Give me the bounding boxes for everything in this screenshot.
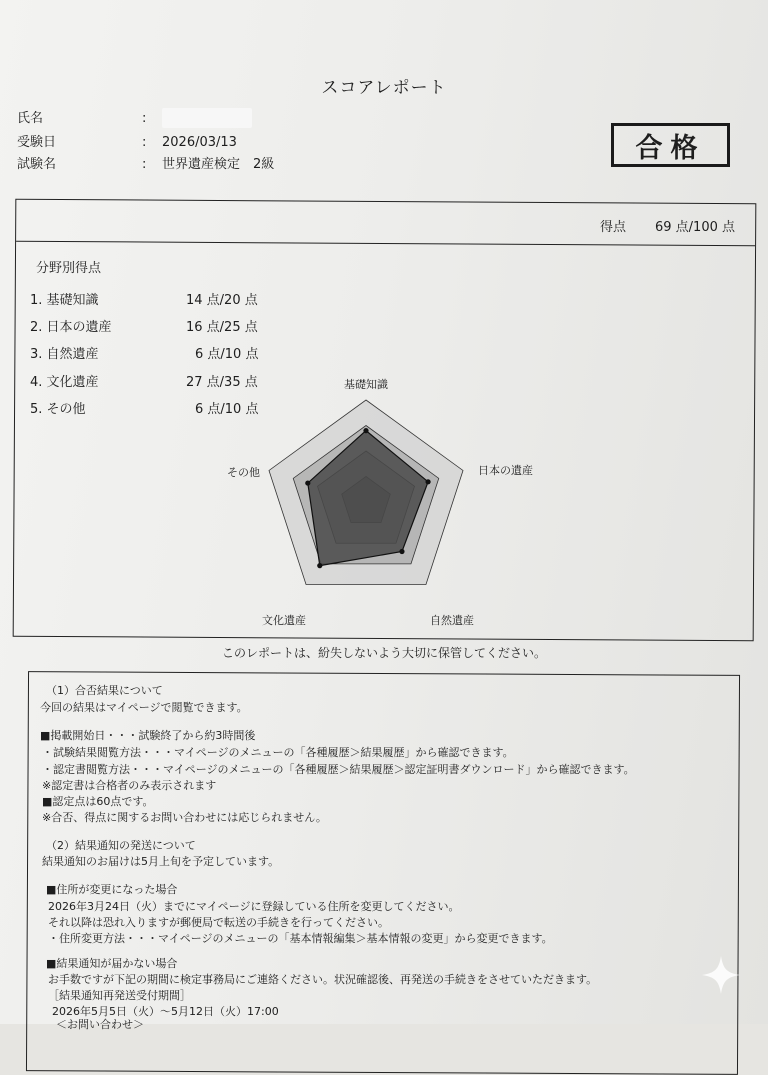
field-scores-heading: 分野別得点 — [36, 261, 102, 276]
info-line-7: ■認定点は60点です。 — [42, 795, 154, 808]
pass-badge: 合格 — [611, 123, 730, 167]
radar-point-4 — [317, 563, 322, 568]
page-title: スコアレポート — [321, 78, 447, 98]
radar-point-1 — [363, 428, 368, 433]
info-line-4: ・試験結果閲覧方法・・・マイページのメニューの「各種履歴＞結果履歴」から確認できます。 — [42, 746, 514, 759]
redacted-name — [162, 108, 252, 128]
exam-colon: : — [142, 157, 147, 172]
field-score-2: 16 点/25 点 — [186, 320, 258, 335]
field-score-3: 6 点/10 点 — [195, 347, 259, 362]
field-label-5: 5. その他 — [30, 402, 86, 417]
info-line-10: 結果通知のお届けは5月上旬を予定しています。 — [42, 855, 280, 868]
radar-axis-label-3: 自然遺産 — [430, 614, 474, 627]
info-line-6: ※認定書は合格者のみ表示されます — [42, 779, 217, 792]
info-line-1: （1）合否結果について — [46, 684, 163, 697]
radar-axis-label-2: 日本の遺産 — [478, 464, 533, 477]
info-line-18: 2026年5月5日（火）～5月12日（火）17:00 — [52, 1005, 279, 1018]
radar-point-2 — [425, 479, 430, 484]
name-colon: : — [142, 111, 147, 126]
info-line-5: ・認定書閲覧方法・・・マイページのメニューの「各種履歴＞結果履歴＞認定証明書ダウンロード」から確認できます。 — [42, 763, 635, 776]
radar-axis-label-4: 文化遺産 — [262, 614, 306, 627]
exam-label: 試験名 — [17, 157, 57, 172]
field-label-2: 2. 日本の遺産 — [30, 320, 112, 335]
info-line-12: 2026年3月24日（火）までにマイページに登録している住所を変更してください。 — [48, 900, 460, 913]
field-score-1: 14 点/20 点 — [186, 293, 258, 308]
storage-notice: このレポートは、紛失しないよう大切に保管してください。 — [221, 646, 546, 660]
date-colon: : — [142, 135, 147, 150]
field-label-3: 3. 自然遺産 — [30, 347, 99, 362]
score-label: 得点 — [600, 220, 627, 235]
name-label: 氏名 — [17, 111, 44, 126]
date-label: 受験日 — [17, 135, 57, 150]
score-value: 69 点/100 点 — [655, 220, 735, 235]
info-line-3: ■掲載開始日・・・試験終了から約3時間後 — [40, 729, 256, 742]
info-line-2: 今回の結果はマイページで閲覧できます。 — [40, 701, 248, 714]
info-line-8: ※合否、得点に関するお問い合わせには応じられません。 — [42, 811, 327, 824]
radar-point-5 — [305, 480, 310, 485]
info-line-14: ・住所変更方法・・・マイページのメニューの「基本情報編集＞基本情報の変更」から変更できます。 — [48, 932, 553, 945]
info-line-17: ［結果通知再発送受付期間］ — [48, 989, 191, 1002]
info-line-9: （2）結果通知の発送について — [46, 839, 196, 852]
radar-point-3 — [399, 549, 404, 554]
sparkle-icon — [700, 954, 742, 996]
radar-axis-label-1: 基礎知識 — [344, 378, 388, 391]
info-line-13: それ以降は恐れ入りますが郵便局で転送の手続きを行ってください。 — [48, 916, 389, 929]
field-label-1: 1. 基礎知識 — [30, 293, 99, 308]
radar-axis-label-5: その他 — [227, 466, 260, 479]
info-line-15: ■結果通知が届かない場合 — [46, 957, 178, 970]
exam-date: 2026/03/13 — [162, 135, 237, 150]
field-score-4: 27 点/35 点 — [186, 375, 258, 390]
field-score-5: 6 点/10 点 — [195, 402, 259, 417]
info-line-11: ■住所が変更になった場合 — [46, 883, 178, 896]
field-label-4: 4. 文化遺産 — [30, 375, 99, 390]
info-line-16: お手数ですが下記の期間に検定事務局にご連絡ください。状況確認後、再発送の手続きをさせていただきます。 — [48, 973, 598, 986]
exam-name: 世界遺産検定 2級 — [162, 157, 275, 172]
info-line-19: ＜お問い合わせ＞ — [56, 1018, 144, 1031]
score-divider — [16, 241, 755, 247]
